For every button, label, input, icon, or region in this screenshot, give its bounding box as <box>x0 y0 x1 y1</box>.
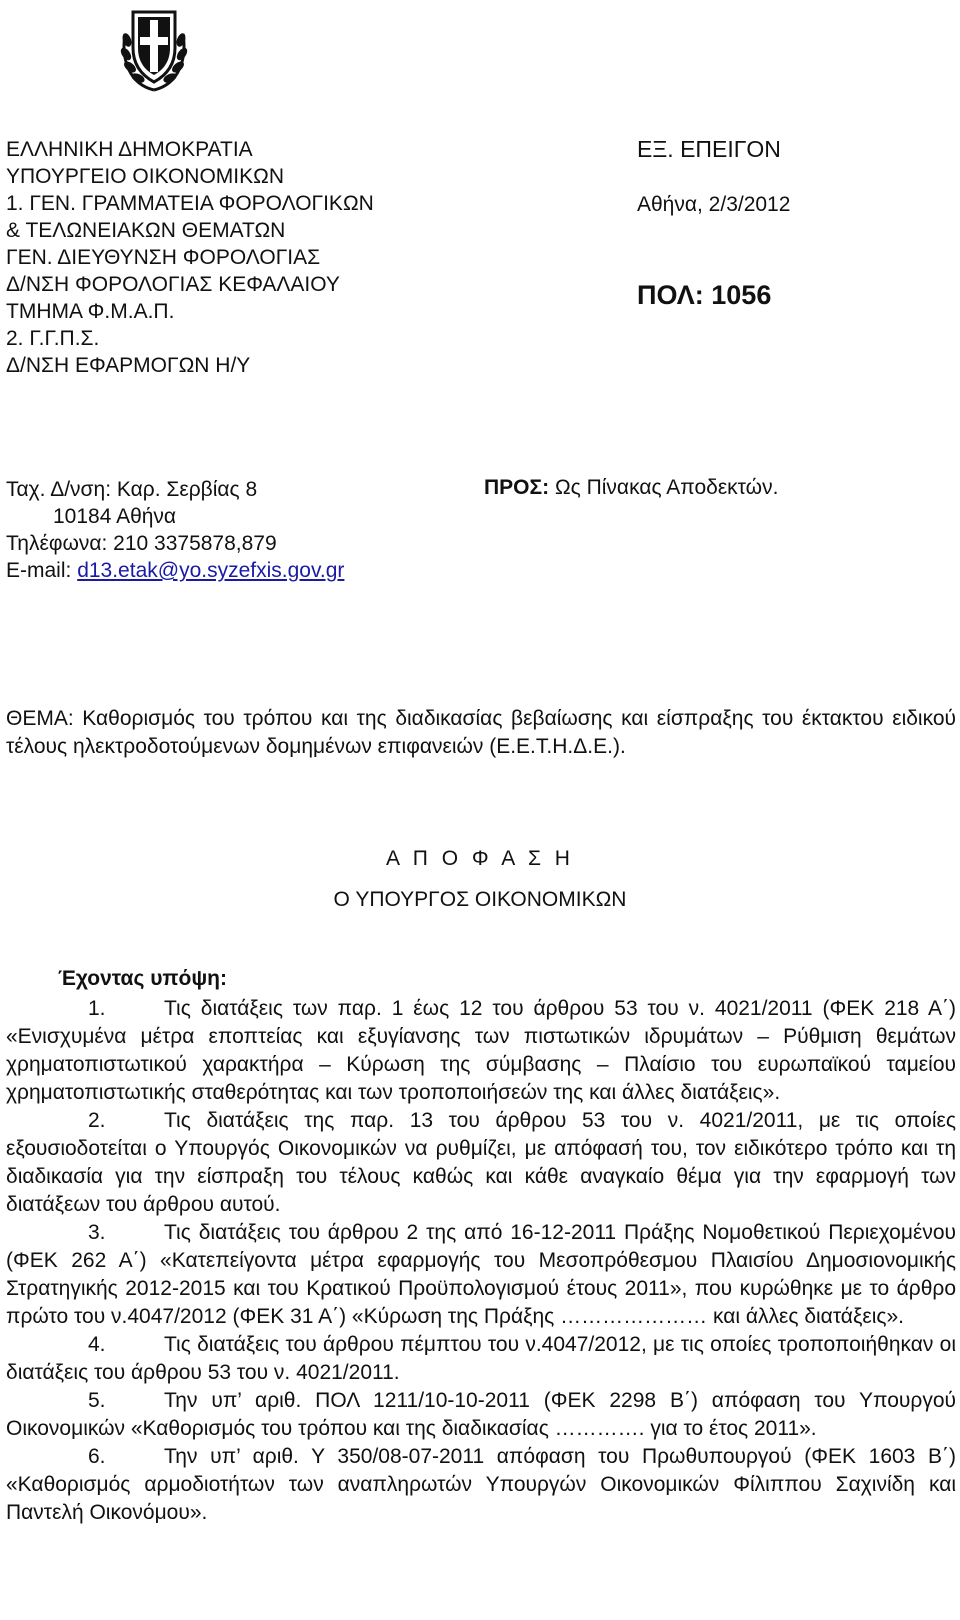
authority-line: ΕΛΛΗΝΙΚΗ ΔΗΜΟΚΡΑΤΙΑ <box>6 138 253 161</box>
document-number: ΠΟΛ: 1056 <box>637 280 772 310</box>
email-line <box>6 557 344 584</box>
list-item <box>6 1219 956 1331</box>
list-item-number: 5. <box>88 1389 106 1412</box>
authority-line: ΓΕΝ. ΔΙΕΥΘΥΝΣΗ ΦΟΡΟΛΟΓΙΑΣ <box>6 246 321 269</box>
authority-line: Δ/ΝΣΗ ΦΟΡΟΛΟΓΙΑΣ ΚΕΦΑΛΑΙΟΥ <box>6 273 340 296</box>
subject-paragraph <box>6 705 956 761</box>
authority-line: Δ/ΝΣΗ ΕΦΑΡΜΟΓΩΝ Η/Υ <box>6 354 251 377</box>
recipients-label: ΠΡΟΣ: <box>484 476 550 499</box>
recipients-value: Ως Πίνακας Αποδεκτών. <box>549 476 779 499</box>
list-item-text: Τις διατάξεις του άρθρου 2 της από 16-12-2011 Πράξης Νομοθετικού Περιεχομένου (ΦΕΚ 262 Α΄) «Κατεπείγοντα μέτρα εφαρμογής του Μεσοπρόθεσμου Πλαισίου Δημοσιονομικής Στρατηγικής 2012-2015 και του Κρατικού Προϋπολογισμού έτους 2011», που κυρώθηκε με το άρθρο πρώτο του ν.4047/2012 (ΦΕΚ 31 Α΄) «Κύρωση της Πράξης ………………… και άλλες διατάξεις». <box>6 1221 956 1328</box>
recipients-line <box>484 476 778 500</box>
list-item-text: Την υπ’ αριθ. ΠΟΛ 1211/10-10-2011 (ΦΕΚ 2298 Β΄) απόφαση του Υπουργού Οικονομικών «Καθορισμός του τρόπου και της διαδικασίας …………. για το έτος 2011». <box>6 1389 956 1440</box>
urgency-marker: ΕΞ. ΕΠΕΙΓΟΝ <box>637 136 781 162</box>
list-item-number: 6. <box>88 1445 106 1468</box>
issuing-authority-block <box>6 136 374 379</box>
decision-heading: Α Π Ο Φ Α Σ Η <box>386 847 574 870</box>
list-item-number: 1. <box>88 997 106 1020</box>
authority-line: & ΤΕΛΩΝΕΙΑΚΩΝ ΘΕΜΑΤΩΝ <box>6 219 286 242</box>
authority-line: 2. Γ.Γ.Π.Σ. <box>6 327 100 350</box>
list-item <box>6 995 956 1107</box>
email-label: E-mail: <box>6 559 78 582</box>
postal-address: Ταχ. Δ/νση: Καρ. Σερβίας 8 <box>6 478 258 501</box>
list-item-text: Τις διατάξεις της παρ. 13 του άρθρου 53 του ν. 4021/2011, με τις οποίες εξουσιοδοτείται ο Υπουργός Οικονομικών να ρυθμίζει, με απόφασή του, τον ειδικότερο τρόπο και τη διαδικασία για την είσπραξη του τέλους καθώς και κάθε αναγκαίο θέμα για την εφαρμογή των διατάξεων του άρθρου αυτού. <box>6 1109 956 1216</box>
considerations-list <box>6 995 956 1527</box>
list-item-text: Τις διατάξεις του άρθρου πέμπτου του ν.4047/2012, με τις οποίες τροποποιήθηκαν οι διατάξεις του άρθρου 53 του ν. 4021/2011. <box>6 1333 956 1384</box>
greek-emblem-icon <box>119 4 189 94</box>
subject-text: Καθορισμός του τρόπου και της διαδικασίας βεβαίωσης και είσπραξης του έκτακτου ειδικού τέλους ηλεκτροδοτούμενων δομημένων επιφανειών (Ε.Ε.Τ.Η.Δ.Ε.). <box>6 707 956 758</box>
list-item-number: 4. <box>88 1333 106 1356</box>
list-item <box>6 1387 956 1443</box>
list-item-text: Την υπ’ αριθ. Υ 350/08-07-2011 απόφαση του Πρωθυπουργού (ΦΕΚ 1603 Β΄) «Καθορισμός αρμοδιοτήτων των αναπληρωτών Υπουργών Οικονομικών Φίλιππου Σαχινίδη και Παντελή Οικονόμου». <box>6 1445 956 1524</box>
minister-heading: Ο ΥΠΟΥΡΓΟΣ ΟΙΚΟΝΟΜΙΚΩΝ <box>333 888 627 911</box>
authority-line: 1. ΓΕΝ. ΓΡΑΜΜΑΤΕΙΑ ΦΟΡΟΛΟΓΙΚΩΝ <box>6 192 374 215</box>
authority-line: ΥΠΟΥΡΓΕΙΟ ΟΙΚΟΝΟΜΙΚΩΝ <box>6 165 284 188</box>
list-item-text: Τις διατάξεις των παρ. 1 έως 12 του άρθρου 53 του ν. 4021/2011 (ΦΕΚ 218 Α΄) «Ενισχυμένα μέτρα εποπτείας και εξυγίανσης των πιστωτικών ιδρυμάτων – Ρύθμιση θεμάτων χρηματοπιστωτικού χαρακτήρα – Κύρωση της σύμβασης – Πλαίσιο του ευρωπαϊκού ταμείου χρηματοπιστωτικής σταθερότητας και των τροποποιήσεών της και άλλες διατάξεις». <box>6 997 956 1104</box>
subject-label: ΘΕΜΑ: <box>6 707 74 730</box>
authority-line: ΤΜΗΜΑ Φ.Μ.Α.Π. <box>6 300 175 323</box>
list-item-number: 2. <box>88 1109 106 1132</box>
list-item <box>6 1107 956 1219</box>
document-date: Αθήνα, 2/3/2012 <box>637 193 791 216</box>
list-item <box>6 1331 956 1387</box>
list-item <box>6 1443 956 1527</box>
contact-block <box>6 476 344 584</box>
phone-numbers: Τηλέφωνα: 210 3375878,879 <box>6 532 277 555</box>
list-item-number: 3. <box>88 1221 106 1244</box>
postal-city: 10184 Αθήνα <box>53 505 177 528</box>
having-regard-heading: Έχοντας υπόψη: <box>58 967 227 990</box>
email-link[interactable]: d13.etak@yo.syzefxis.gov.gr <box>77 559 345 582</box>
